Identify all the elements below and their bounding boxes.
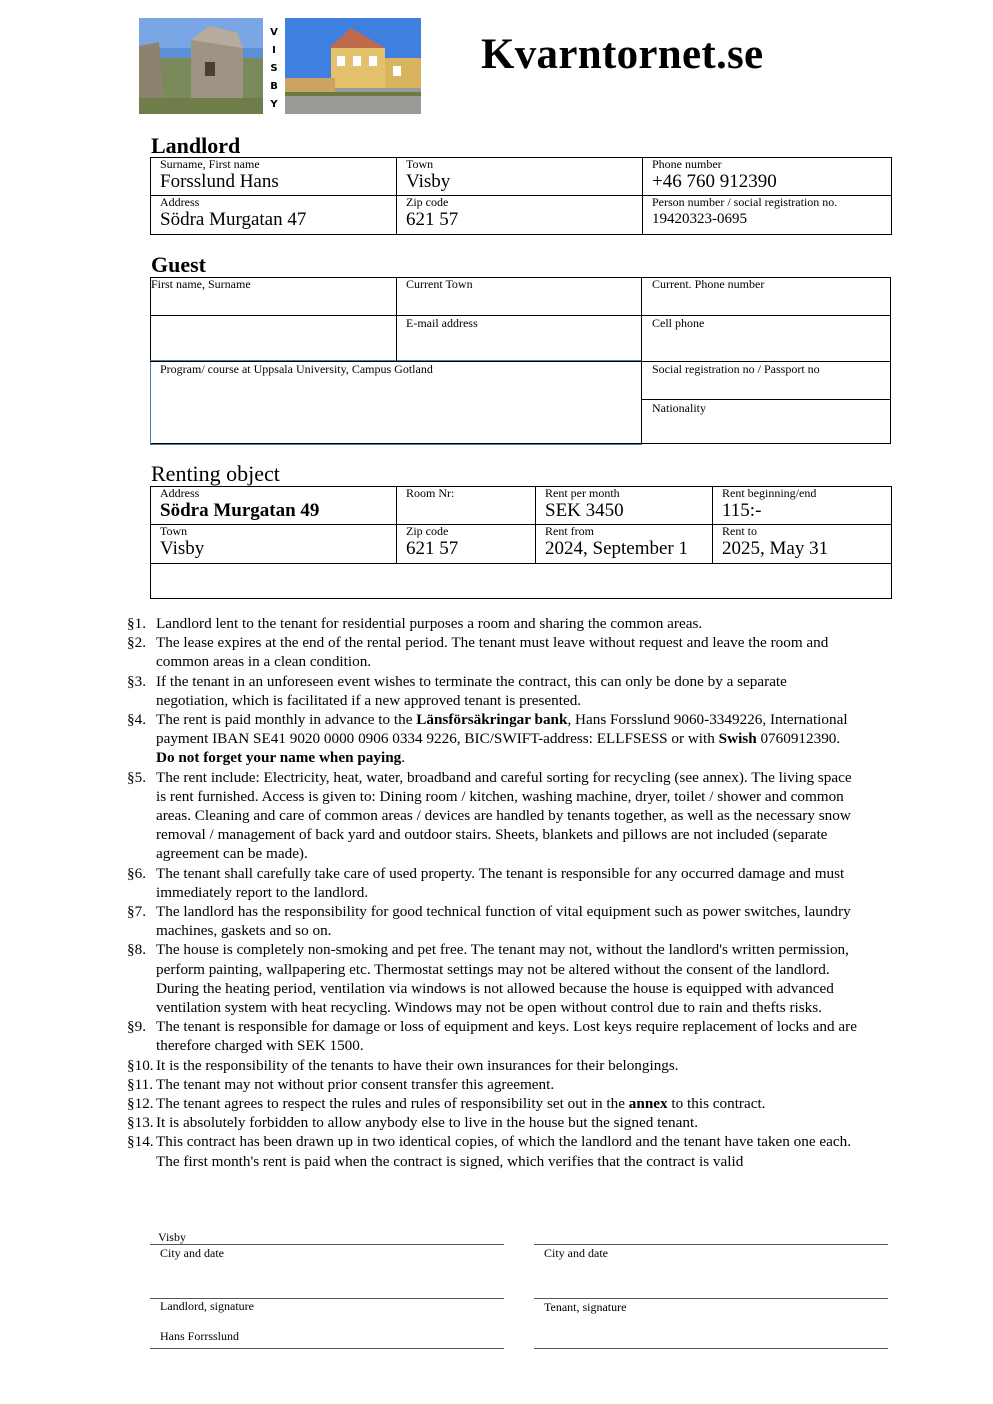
landlord-name-line[interactable] xyxy=(150,1348,504,1349)
visby-photo-collage xyxy=(139,18,421,114)
renting-from-label: Rent from xyxy=(545,524,594,538)
landlord-person-label: Person number / social registration no. xyxy=(652,195,838,209)
landlord-name-label: Surname, First name xyxy=(160,157,260,171)
renting-from-cell xyxy=(536,525,713,564)
landlord-phone-value: +46 760 912390 xyxy=(652,171,777,192)
guest-form xyxy=(150,277,891,444)
logo-letter-i: I xyxy=(272,45,276,56)
term-14: §14. This contract has been drawn up in two identical copies, of which the landlord and the tenant have taken one each. The first month's rent is paid when the contract is signed, which verifies that the contract is valid xyxy=(127,1133,852,1170)
landlord-zip-label: Zip code xyxy=(406,195,449,209)
landlord-table xyxy=(150,157,892,235)
tenant-city-date-line[interactable] xyxy=(534,1244,888,1245)
renting-rent-month-value: SEK 3450 xyxy=(545,500,624,521)
tenant-city-date-label: City and date xyxy=(544,1246,608,1260)
term-6: §6. The tenant shall carefully take care of used property. The tenant is responsible for any occurred damage and must immediately report to the landlord. xyxy=(127,864,845,901)
landlord-printed-name: Hans Forrsslund xyxy=(160,1329,240,1343)
signature-city-value: Visby xyxy=(158,1230,186,1244)
contract-terms xyxy=(127,614,857,1171)
guest-cell-field[interactable] xyxy=(642,330,889,360)
guest-town-field[interactable] xyxy=(397,291,640,314)
term-4: §4. The rent is paid monthly in advance to the Länsförsäkringar bank, Hans Forsslund 9060-3349226, International payment IBAN SE41 9020 0000 0906 0334 9226, BIC/SWIFT-address: ELLFSESS or with Swish 0760912390. Do not forget your name when paying. xyxy=(127,711,848,767)
term-12: §12. The tenant agrees to respect the rules and rules of responsibility set out in the annex to this contract. xyxy=(127,1095,766,1113)
renting-rent-begin-value: 115:- xyxy=(722,500,762,521)
guest-email-field[interactable] xyxy=(397,330,640,360)
renting-notes-cell[interactable] xyxy=(151,564,892,599)
guest-social-label: Social registration no / Passport no xyxy=(652,362,820,376)
term-9: §9. The tenant is responsible for damage or loss of equipment and keys. Lost keys require replacement of locks and are therefore charged with SEK 1500. xyxy=(127,1018,857,1055)
renting-room-cell xyxy=(397,487,536,525)
renting-rent-begin-cell xyxy=(713,487,892,525)
renting-rent-month-label: Rent per month xyxy=(545,486,620,500)
logo-letter-b: B xyxy=(270,81,278,92)
landlord-zip-cell xyxy=(397,196,643,235)
guest-nationality-label: Nationality xyxy=(652,401,706,415)
guest-phone-label: Current. Phone number xyxy=(652,277,765,291)
term-2: §2. The lease expires at the end of the rental period. The tenant must leave without request and leave the room and common areas in a clean condition. xyxy=(127,634,829,671)
renting-rent-begin-label: Rent beginning/end xyxy=(722,486,817,500)
landlord-signature-label: Landlord, signature xyxy=(160,1299,254,1313)
renting-room-label: Room Nr: xyxy=(406,486,455,500)
guest-email-label: E-mail address xyxy=(406,316,478,330)
renting-town-value: Visby xyxy=(160,538,205,559)
logo-letter-v: V xyxy=(270,27,278,38)
landlord-name-cell xyxy=(151,158,397,196)
renting-to-cell xyxy=(713,525,892,564)
renting-zip-value: 621 57 xyxy=(406,538,459,559)
landlord-town-label: Town xyxy=(406,157,434,171)
term-5: §5. The rent include: Electricity, heat, water, broadband and careful sorting for recycling (see annex). The living space is rent furnished. Access is given to: Dining room / kitchen, washing machine, dryer, toilet / shower and common areas. Cleaning and care of common areas / devices are handled by tenants together, as well as the necessary snow removal / management of back yard and outdoor stairs. Sheets, blankets and pillows are not included (separate agreement can be made). xyxy=(127,768,852,863)
term-11: §11. The tenant may not without prior consent transfer this agreement. xyxy=(127,1075,555,1093)
landlord-phone-label: Phone number xyxy=(652,157,722,171)
renting-to-value: 2025, May 31 xyxy=(722,538,829,559)
renting-zip-cell xyxy=(397,525,536,564)
guest-program-field[interactable] xyxy=(151,376,640,442)
guest-section-title: Guest xyxy=(151,252,206,277)
landlord-person-cell xyxy=(643,196,892,235)
renting-town-cell xyxy=(151,525,397,564)
guest-phone-field[interactable] xyxy=(642,291,889,314)
guest-town-label: Current Town xyxy=(406,277,473,291)
logo-letter-y: Y xyxy=(270,99,278,110)
renting-section-title: Renting object xyxy=(151,461,280,486)
landlord-city-date-label: City and date xyxy=(160,1246,224,1260)
guest-program-label: Program/ course at Uppsala University, Campus Gotland xyxy=(160,362,433,376)
renting-address-cell xyxy=(151,487,397,525)
landlord-city-date-line[interactable] xyxy=(150,1244,504,1245)
renting-rent-month-cell xyxy=(536,487,713,525)
landlord-section-title: Landlord xyxy=(151,133,241,158)
term-3: §3. If the tenant in an unforeseen event wishes to terminate the contract, this can only be done by a separate negotiation, which is facilitated if a new approved tenant is presented. xyxy=(127,672,787,709)
guest-name-field[interactable] xyxy=(151,291,395,359)
guest-name-label: First name, Surname xyxy=(151,277,251,291)
renting-address-value: Södra Murgatan 49 xyxy=(160,500,320,521)
renting-from-value: 2024, September 1 xyxy=(545,538,689,559)
renting-table xyxy=(150,486,892,599)
renting-town-label: Town xyxy=(160,524,188,538)
tenant-signature-label: Tenant, signature xyxy=(544,1300,627,1314)
header-photo-visby xyxy=(139,18,421,114)
tenant-signature-line[interactable] xyxy=(534,1298,888,1299)
landlord-address-label: Address xyxy=(160,195,200,209)
guest-social-field[interactable] xyxy=(642,376,889,398)
landlord-address-cell xyxy=(151,196,397,235)
landlord-town-cell xyxy=(397,158,643,196)
landlord-town-value: Visby xyxy=(406,171,451,192)
landlord-name-value: Forsslund Hans xyxy=(160,171,279,192)
landlord-address-value: Södra Murgatan 47 xyxy=(160,209,307,230)
renting-zip-label: Zip code xyxy=(406,524,449,538)
site-title: Kvarntornet.se xyxy=(481,31,764,78)
renting-address-label: Address xyxy=(160,486,200,500)
term-8: §8. The house is completely non-smoking and pet free. The tenant may not, without the landlord's written permission, perform painting, wallpapering etc. Thermostat settings may not be altered without the consent of the landlord. During the heating period, ventilation via windows is not allowed because the house is equipped with advanced ventilation system with heat recycling. Windows may not be open without control due to rain and thefts risks. xyxy=(127,941,849,1017)
landlord-zip-value: 621 57 xyxy=(406,209,459,230)
term-7: §7. The landlord has the responsibility for good technical function of vital equipment such as power switches, laundry machines, gaskets and so on. xyxy=(127,903,851,940)
guest-cell-label: Cell phone xyxy=(652,316,705,330)
landlord-person-value: 19420323-0695 xyxy=(652,211,747,227)
term-10: §10. It is the responsibility of the tenants to have their own insurances for their belongings. xyxy=(127,1056,679,1074)
logo-letter-s: S xyxy=(270,63,278,74)
term-13: §13. It is absolutely forbidden to allow anybody else to live in the house but the signed tenant. xyxy=(127,1114,699,1132)
guest-nationality-field[interactable] xyxy=(642,415,889,442)
term-1: §1. Landlord lent to the tenant for residential purposes a room and sharing the common areas. xyxy=(127,615,703,632)
landlord-phone-cell xyxy=(643,158,892,196)
renting-to-label: Rent to xyxy=(722,524,757,538)
tenant-name-line[interactable] xyxy=(534,1348,888,1349)
